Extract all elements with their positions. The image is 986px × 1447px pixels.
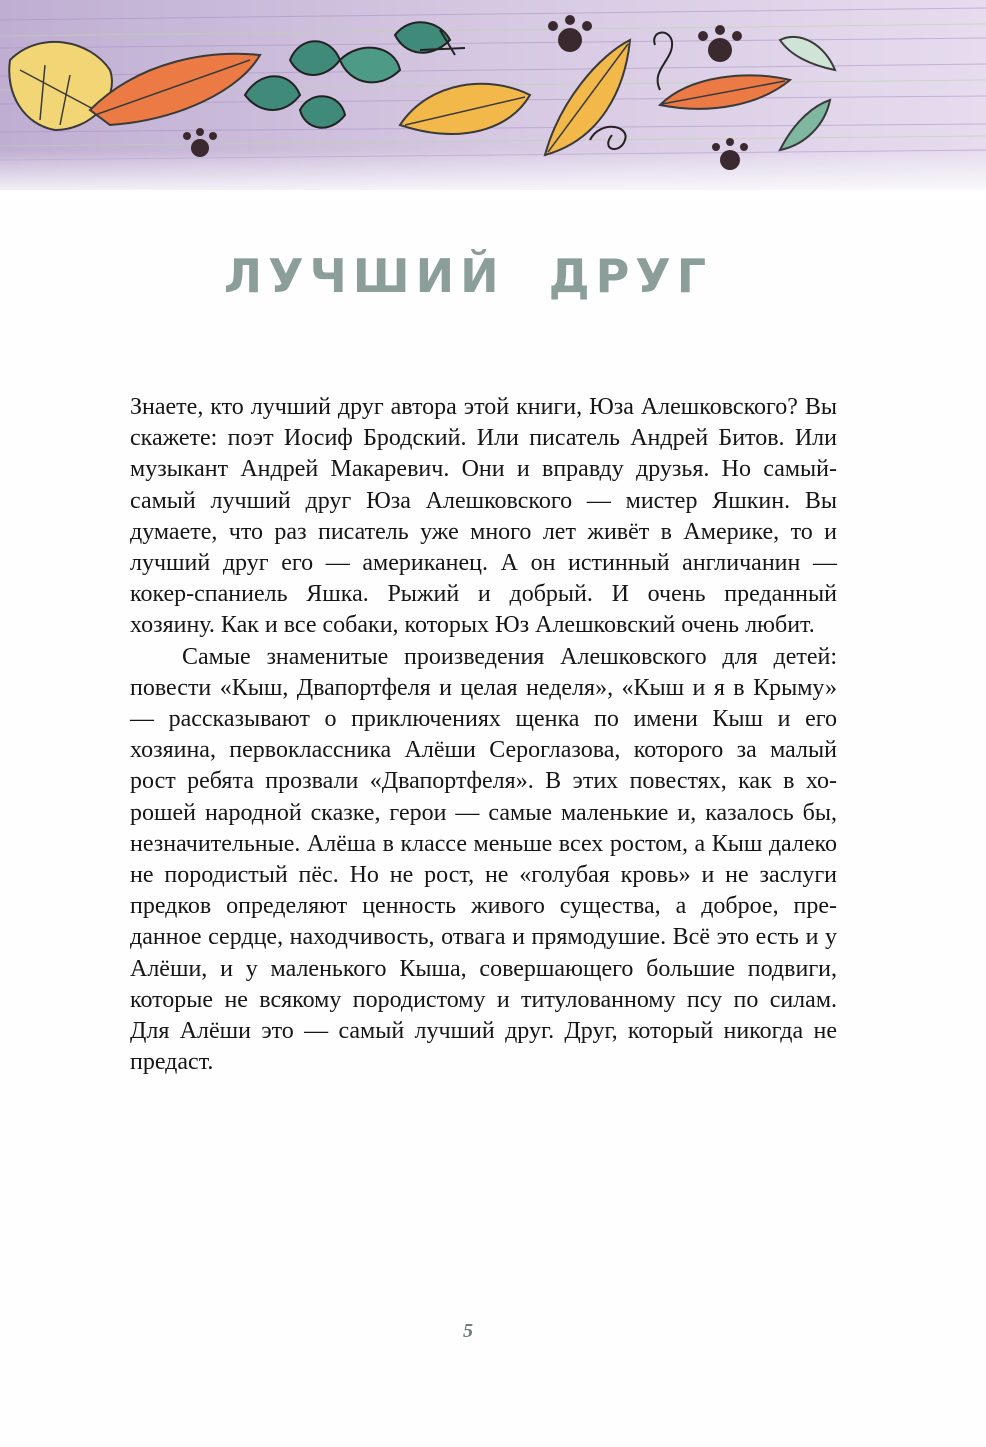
paragraph: Самые знаменитые произведения Алешковского для детей: повести «Кыш, Двапортфеля и целая неделя», «Кыш и я в Крыму» — рассказывают о приключениях щенка по имени Кыш и его хозяина, первоклассника Алёши Сероглазова, которого за малый рост ребята прозвали «Двапортфеля». В этих повестях, как в хорошей народной сказке, герои — самые маленькие и, казалось бы, незначительные. Алёша в классе меньше всех ростом, а Кыш далеко не породистый пёс. Но не рост, не «голубая кровь» и не заслуги предков определяют ценность живого существа, а доброе, преданное сердце, находчивость, отвага и прямодушие. Всё это есть и у Алёши, и у маленького Кыша, совершающего большие подвиги, которые не всякому породистому и титулованному псу по силам. Для Алёши это — самый лучший друг. Друг, который никогда не предаст. (130, 643, 837, 1076)
autumn-leaves-illustration (0, 0, 986, 200)
header-illustration (0, 0, 986, 200)
body-text (130, 392, 837, 1078)
chapter-title: ЛУЧШИЙ ДРУГ (223, 248, 713, 303)
paragraph: Знаете, кто лучший друг автора этой книги, Юза Алешковского? Вы скажете: поэт Иосиф Бродский. Или писатель Андрей Битов. Или музыкант Андрей Макаревич. Они и вправду друзья. Но самый-самый лучший друг Юза Алешковского — мистер Яшкин. Вы думаете, что раз писатель уже много лет живёт в Америке, то и лучший друг его — американец. А он истинный англичанин — кокер-спаниель Яшка. Рыжий и добрый. И очень преданный хозяину. Как и все собаки, которых Юз Алешковский очень любит. (130, 394, 837, 639)
page-number: 5 (463, 1320, 473, 1342)
